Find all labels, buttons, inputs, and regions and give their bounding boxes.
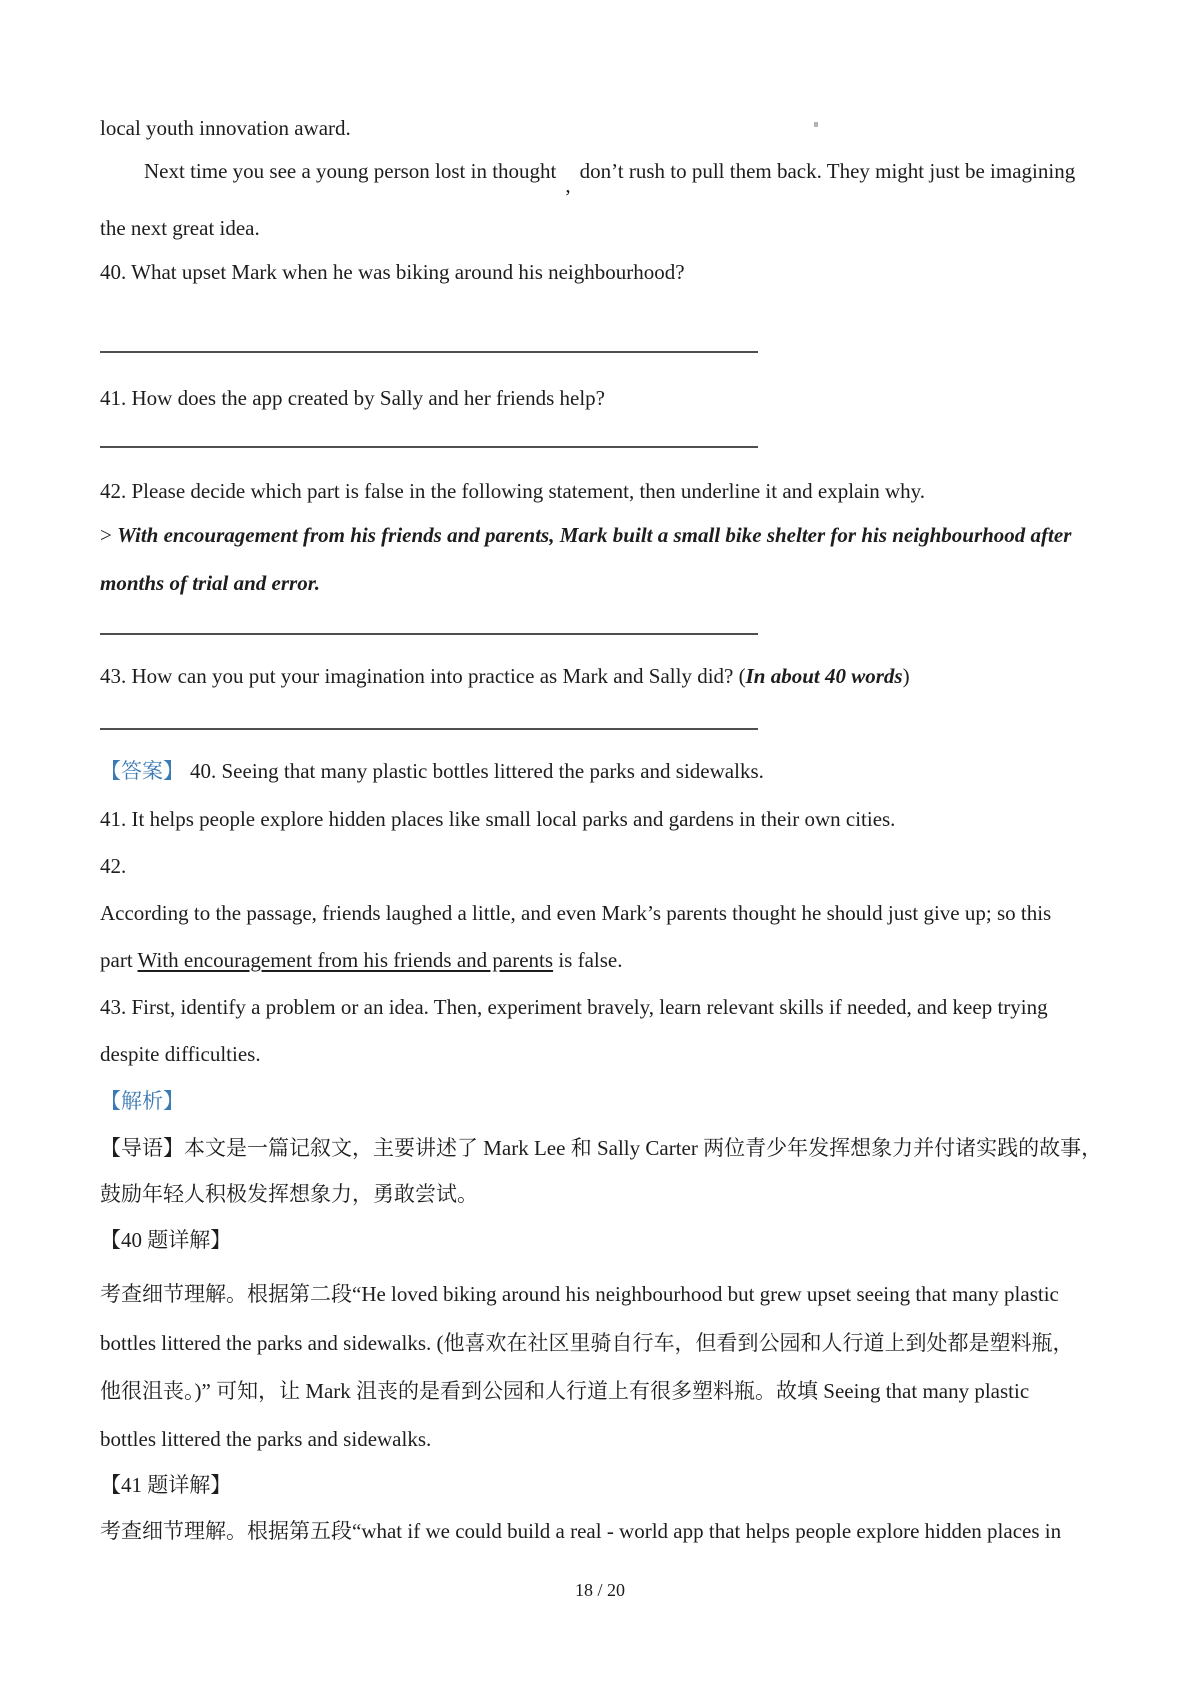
- passage-line-2-before: Next time you see a young person lost in thought: [144, 159, 557, 183]
- answer-42-line-2: [100, 946, 622, 974]
- analysis-q41-header: 【41 题详解】: [100, 1473, 232, 1497]
- answer-42-number: 42.: [100, 854, 127, 878]
- analysis-q40-line-2: bottles littered the parks and sidewalks. (他喜欢在社区里骑自行车，但看到公园和人行道上到处都是塑料瓶，: [100, 1331, 1074, 1355]
- analysis-intro-line-1: 【导语】本文是一篇记叙文，主要讲述了 Mark Lee 和 Sally Carter 两位青少年发挥想象力并付诸实践的故事，: [100, 1136, 1103, 1160]
- analysis-q40-header: 【40 题详解】: [100, 1228, 232, 1252]
- answer-42-part-before: part: [100, 948, 138, 972]
- answer-42-underlined-phrase: With encouragement from his friends and parents: [137, 948, 554, 972]
- page-number: 18 / 20: [574, 1580, 625, 1600]
- statement-marker: >: [100, 523, 112, 547]
- analysis-q40-line-3: 他很沮丧。)” 可知，让 Mark 沮丧的是看到公园和人行道上有很多塑料瓶。故填 Seeing that many plastic: [100, 1379, 1030, 1403]
- answer-42-line-1: According to the passage, friends laughed a little, and even Mark’s parents thought he should just give up; so this: [100, 901, 1052, 925]
- answer-43-line-2: despite difficulties.: [100, 1042, 261, 1066]
- question-42-statement-line-2: months of trial and error.: [100, 571, 320, 595]
- answer-41-line: 41. It helps people explore hidden places like small local parks and gardens in their own cities.: [100, 807, 896, 831]
- passage-line-1: local youth innovation award.: [100, 116, 351, 140]
- answer-43-line-1: 43. First, identify a problem or an idea. Then, experiment bravely, learn relevant skills if needed, and keep trying: [100, 995, 1048, 1019]
- question-42-statement-line-1: [100, 521, 1071, 549]
- question-43-text: 43. How can you put your imagination into practice as Mark and Sally did? (: [100, 664, 746, 688]
- question-40: 40. What upset Mark when he was biking around his neighbourhood?: [100, 260, 685, 284]
- question-42: 42. Please decide which part is false in the following statement, then underline it and explain why.: [100, 479, 925, 503]
- analysis-q41-line-1: 考查细节理解。根据第五段“what if we could build a real - world app that helps people explore hidden places in: [100, 1519, 1062, 1543]
- passage-line-2-after: don’t rush to pull them back. They might just be imagining: [579, 159, 1076, 183]
- answer-40-line: [100, 757, 764, 785]
- answer-40-text: 40. Seeing that many plastic bottles littered the parks and sidewalks.: [190, 759, 764, 783]
- analysis-q40-line-4: bottles littered the parks and sidewalks.: [100, 1427, 432, 1451]
- answer-blank-40: [100, 351, 758, 353]
- answer-blank-43: [100, 728, 758, 730]
- answer-42-part-after: is false.: [553, 948, 623, 972]
- question-43-close-paren: ): [902, 664, 910, 688]
- statement-text-line-1: With encouragement from his friends and parents, Mark built a small bike shelter for his neighbourhood after: [117, 523, 1072, 547]
- answer-blank-41: [100, 446, 758, 448]
- dropped-comma: ,: [565, 173, 571, 197]
- answer-blank-42: [100, 633, 758, 635]
- question-43-word-limit: In about 40 words: [745, 664, 903, 688]
- analysis-label: 【解析】: [100, 1089, 184, 1113]
- answer-key-label: 【答案】: [100, 759, 184, 783]
- passage-line-2: [144, 157, 1076, 197]
- question-41: 41. How does the app created by Sally and her friends help?: [100, 386, 606, 410]
- scan-artifact-dot: [814, 122, 818, 127]
- passage-line-3: the next great idea.: [100, 216, 260, 240]
- question-43: [100, 662, 910, 690]
- analysis-q40-line-1: 考查细节理解。根据第二段“He loved biking around his neighbourhood but grew upset seeing that many plastic: [100, 1282, 1059, 1306]
- analysis-intro-line-2: 鼓励年轻人积极发挥想象力，勇敢尝试。: [100, 1182, 478, 1206]
